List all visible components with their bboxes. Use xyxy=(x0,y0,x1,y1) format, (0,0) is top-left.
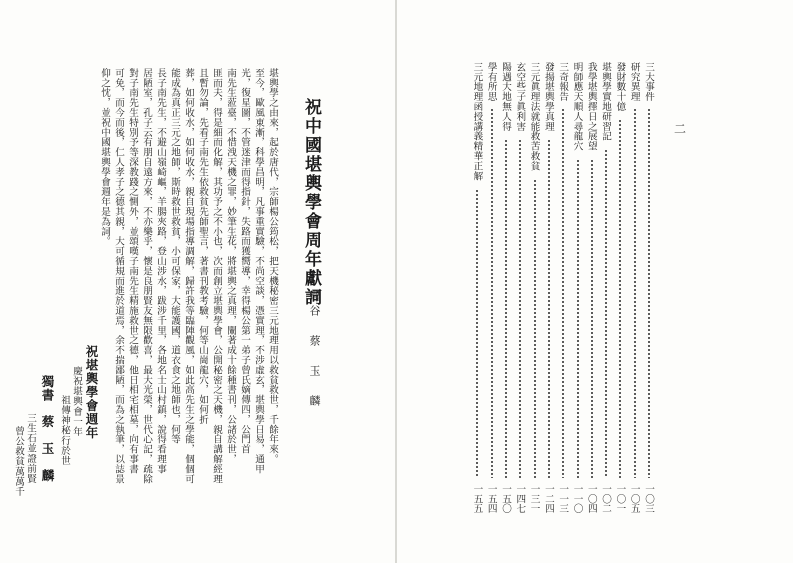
signature-celebrate-line: 祖傳神秘行於世 xyxy=(59,395,70,466)
body-column: 南先生蒞臺，不惜洩天機之罪，妙筆生花，將堪輿之真理，闡著成十餘種書刊，公諸於世， xyxy=(225,68,236,464)
toc-entry-title: 三奇報告 xyxy=(557,62,569,102)
toc-leader-dots xyxy=(619,119,621,479)
toc-leader-dots xyxy=(648,108,650,478)
body-column: 可免，而今而後，仁人孝子之德其親，大可循規而進於道焉，余不揣鄙陋，而為之執筆，以誌景 xyxy=(113,68,124,484)
toc-entry-title: 三元眞理法就能救苦救貧 xyxy=(528,62,540,171)
toc-entry-title: 堪輿學實地研習記 xyxy=(600,62,612,142)
toc-entry-page: 一〇三 xyxy=(643,484,654,514)
toc-entry-page: 一〇四 xyxy=(585,484,597,514)
toc-entry-title: 玄空些子眞利害 xyxy=(514,62,526,132)
body-column: 居陋室，孔子云有朋自遠方來，不亦樂乎，懷是良朋賢友無限歡喜，最大光榮，世代心記，疏除 xyxy=(141,68,152,484)
toc-entry-title: 發財數十億 xyxy=(614,62,626,112)
toc-leader-dots xyxy=(591,159,593,478)
toc-leader-dots xyxy=(534,179,536,478)
signature-note-line: 曾公救貧萬萬千 xyxy=(13,426,24,497)
body-column: 光，復星圖，不管迷津而得指針，失路而獲嚮導，幸得楊公第一弟子曾氏嫡傳四，公門首 xyxy=(239,68,250,455)
toc-entry-title: 學有所思 xyxy=(485,62,497,102)
signature-writer-prefix: 獨書 xyxy=(40,375,55,402)
signature-writer-name: 蔡 玉 麟 xyxy=(40,415,55,483)
toc-entry-title: 陽遇大地無人得 xyxy=(500,62,511,132)
toc-leader-dots xyxy=(562,108,564,478)
toc-leader-dots xyxy=(519,139,521,478)
toc-entry-title: 明師應天順人尋龍穴 xyxy=(571,62,583,152)
signature-society: 祝堪輿學會週年 xyxy=(84,345,99,440)
toc-entry-title: 三大事件 xyxy=(643,62,654,102)
body-column: 且暫勿論，先看子南先生依救貧先師聖言，著書刊教考驗，何等山崗龍穴，如何折 xyxy=(197,68,208,425)
page-number: 二 xyxy=(674,122,687,136)
toc-entry-title: 我學堪輿擇日之展望 xyxy=(585,62,597,152)
body-column: 至今，歐風東漸，科學昌明，凡事重實驗，不尚空談，憑實理，不涉虛玄，堪輿學日易，通甲 xyxy=(253,68,264,474)
body-column: 長子南先生，不避山嶺崎嶇，羊腸夾路，登山涉水，跋涉千里，各地名士山村鎮，說得看理事 xyxy=(155,68,166,474)
toc-leader-dots xyxy=(634,108,636,478)
body-column: 能成為真正三元之地師，斯時救世救貧，小可保家，大能護國，道衣食之地師也，何等 xyxy=(169,68,180,445)
toc-entry-title: 發揚堪輿學真理 xyxy=(542,62,554,132)
toc-leader-dots xyxy=(548,139,550,478)
toc-entry-title: 研究異理 xyxy=(628,62,640,102)
toc-entry-page: 一四七 xyxy=(514,484,526,514)
toc-entry-page: 一〇二 xyxy=(600,484,612,514)
toc-entry-page: 一一〇 xyxy=(571,484,583,514)
signature-note-line: 三生石並證前賢 xyxy=(25,413,36,484)
toc-leader-dots xyxy=(605,149,607,478)
toc-entry-page: 一五四 xyxy=(485,484,497,514)
toc-leader-dots xyxy=(491,108,493,478)
toc-entry-title: 三元地理函授講義精華正解 xyxy=(471,62,483,181)
page-gutter xyxy=(395,0,397,563)
body-column: 葬，如何收水，如何收水，親自現場指導調解，歸許我等臨陣觀風，如此高先生之學能，個個可 xyxy=(183,68,194,484)
toc-entry-page: 一三一 xyxy=(528,484,540,514)
body-column: 仰之忱，並祝中國堪輿學會週年是為詞。 xyxy=(99,68,110,247)
toc-entry-page: 一〇一 xyxy=(614,484,626,514)
page-title: 祝中國堪輿學會周年獻詞 xyxy=(301,98,321,307)
toc-leader-dots xyxy=(577,159,579,478)
toc-leader-dots xyxy=(505,139,507,478)
toc-leader-dots xyxy=(476,189,478,478)
toc-entry-page: 一〇五 xyxy=(628,484,640,514)
signature-celebrate-line: 慶祝堪輿會一年 xyxy=(71,366,82,437)
toc-entry-page: 一五〇 xyxy=(500,484,511,514)
body-column: 對子南先生特別予等深教踐之惻外，並頌嘆子南先生精施救世之德，他日相宅相墓，向有事書 xyxy=(127,68,138,474)
toc-entry-page: 一五五 xyxy=(471,484,483,514)
author-line: 農谷 蔡 玉 麟 xyxy=(308,290,321,410)
toc-entry-page: 一一三 xyxy=(557,484,569,514)
toc-entry-page: 一二四 xyxy=(542,484,554,514)
body-column: 匪而夫，得是細而化解，其功予之不小也，次而創立堪輿學會，公開秘密之天機，親自講解經理 xyxy=(211,68,222,484)
body-column: 堪輿學之由來，起於唐代，宗師楊公筠松，把天機秘密三元地理用以救貧救世，千餘年來。 xyxy=(267,68,278,464)
